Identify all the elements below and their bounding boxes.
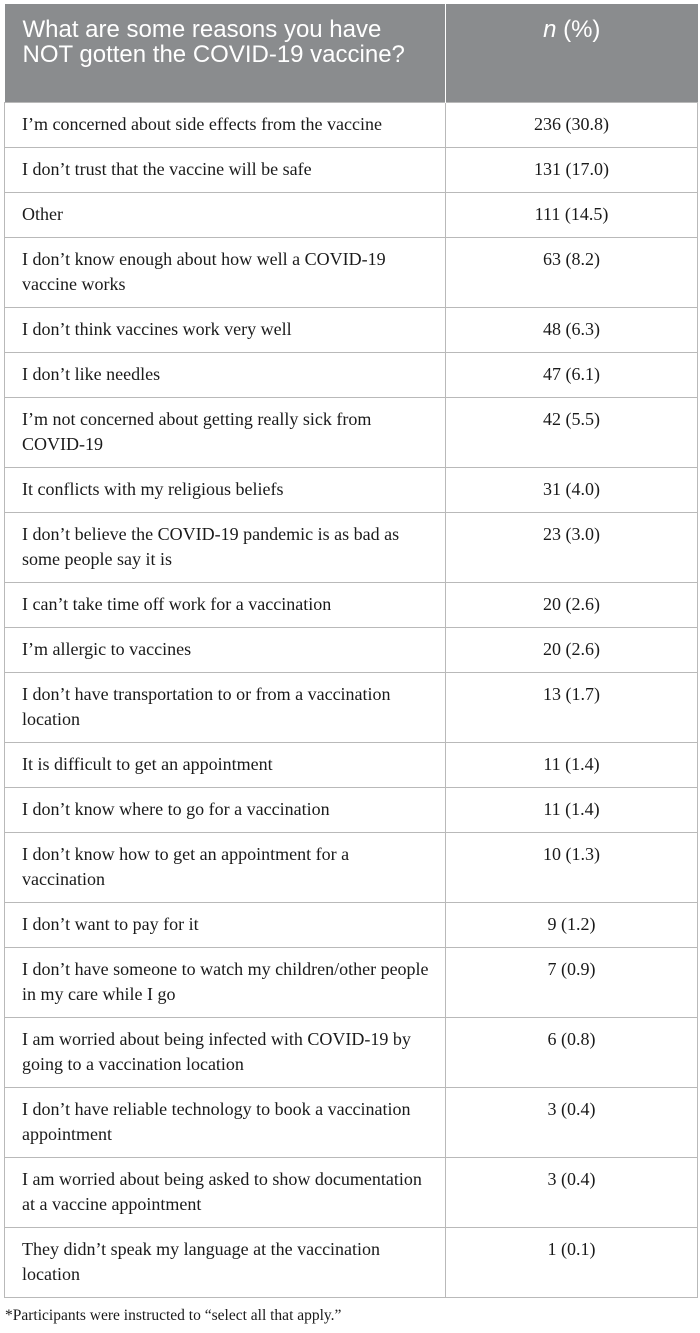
- reason-cell: I’m concerned about side effects from the vaccine: [5, 102, 446, 147]
- count-cell: 9 (1.2): [446, 902, 698, 947]
- table-row: [5, 672, 698, 742]
- reason-cell: They didn’t speak my language at the vaccination location: [5, 1227, 446, 1297]
- count-cell: 48 (6.3): [446, 307, 698, 352]
- table-row: [5, 1227, 698, 1297]
- percent-label: (%): [563, 16, 601, 43]
- reason-cell: It conflicts with my religious beliefs: [5, 467, 446, 512]
- reason-cell: I don’t think vaccines work very well: [5, 307, 446, 352]
- table-row: [5, 102, 698, 147]
- table-row: [5, 192, 698, 237]
- count-cell: 11 (1.4): [446, 787, 698, 832]
- table-row: [5, 1157, 698, 1227]
- reason-cell: I don’t have transportation to or from a vaccination location: [5, 672, 446, 742]
- reason-cell: I don’t know enough about how well a COVID-19 vaccine works: [5, 237, 446, 307]
- count-cell: 111 (14.5): [446, 192, 698, 237]
- count-cell: 47 (6.1): [446, 352, 698, 397]
- reason-cell: I am worried about being asked to show documentation at a vaccine appointment: [5, 1157, 446, 1227]
- table-row: [5, 627, 698, 672]
- table-row: [5, 467, 698, 512]
- count-cell: 1 (0.1): [446, 1227, 698, 1297]
- reason-cell: I am worried about being infected with COVID-19 by going to a vaccination location: [5, 1017, 446, 1087]
- n-label: n: [543, 16, 557, 43]
- count-cell: 6 (0.8): [446, 1017, 698, 1087]
- table-row: [5, 307, 698, 352]
- reasons-table-container: [4, 4, 697, 1325]
- count-cell: 7 (0.9): [446, 947, 698, 1017]
- reason-cell: I can’t take time off work for a vaccination: [5, 582, 446, 627]
- count-cell: 20 (2.6): [446, 582, 698, 627]
- count-cell: 13 (1.7): [446, 672, 698, 742]
- count-cell: 63 (8.2): [446, 237, 698, 307]
- count-cell: 131 (17.0): [446, 147, 698, 192]
- reason-cell: I don’t believe the COVID-19 pandemic is as bad as some people say it is: [5, 512, 446, 582]
- table-row: [5, 902, 698, 947]
- reason-cell: It is difficult to get an appointment: [5, 742, 446, 787]
- table-row: [5, 1017, 698, 1087]
- table-row: [5, 742, 698, 787]
- table-row: [5, 787, 698, 832]
- reason-cell: I don’t have someone to watch my children/other people in my care while I go: [5, 947, 446, 1017]
- reason-cell: I don’t trust that the vaccine will be safe: [5, 147, 446, 192]
- count-cell: 20 (2.6): [446, 627, 698, 672]
- count-cell: 42 (5.5): [446, 397, 698, 467]
- reason-cell: I don’t have reliable technology to book a vaccination appointment: [5, 1087, 446, 1157]
- reasons-table: [4, 4, 698, 1298]
- reason-cell: I don’t know where to go for a vaccination: [5, 787, 446, 832]
- table-row: [5, 832, 698, 902]
- table-row: [5, 237, 698, 307]
- table-footnote: *Participants were instructed to “select all that apply.”: [5, 1306, 342, 1324]
- table-row: [5, 512, 698, 582]
- count-cell: 11 (1.4): [446, 742, 698, 787]
- count-cell: 3 (0.4): [446, 1087, 698, 1157]
- reason-cell: I don’t know how to get an appointment for a vaccination: [5, 832, 446, 902]
- question-header: What are some reasons you have NOT gotten the COVID-19 vaccine?: [5, 4, 446, 102]
- reason-cell: I don’t like needles: [5, 352, 446, 397]
- table-row: [5, 582, 698, 627]
- table-row: [5, 1087, 698, 1157]
- reason-cell: I don’t want to pay for it: [5, 902, 446, 947]
- table-row: [5, 397, 698, 467]
- count-cell: 10 (1.3): [446, 832, 698, 902]
- table-row: [5, 352, 698, 397]
- reason-cell: I’m allergic to vaccines: [5, 627, 446, 672]
- table-row: [5, 147, 698, 192]
- count-percent-header: [446, 4, 698, 102]
- count-cell: 236 (30.8): [446, 102, 698, 147]
- count-cell: 23 (3.0): [446, 512, 698, 582]
- table-row: [5, 947, 698, 1017]
- reason-cell: Other: [5, 192, 446, 237]
- count-cell: 3 (0.4): [446, 1157, 698, 1227]
- reason-cell: I’m not concerned about getting really sick from COVID-19: [5, 397, 446, 467]
- count-cell: 31 (4.0): [446, 467, 698, 512]
- table-header-row: [5, 4, 698, 102]
